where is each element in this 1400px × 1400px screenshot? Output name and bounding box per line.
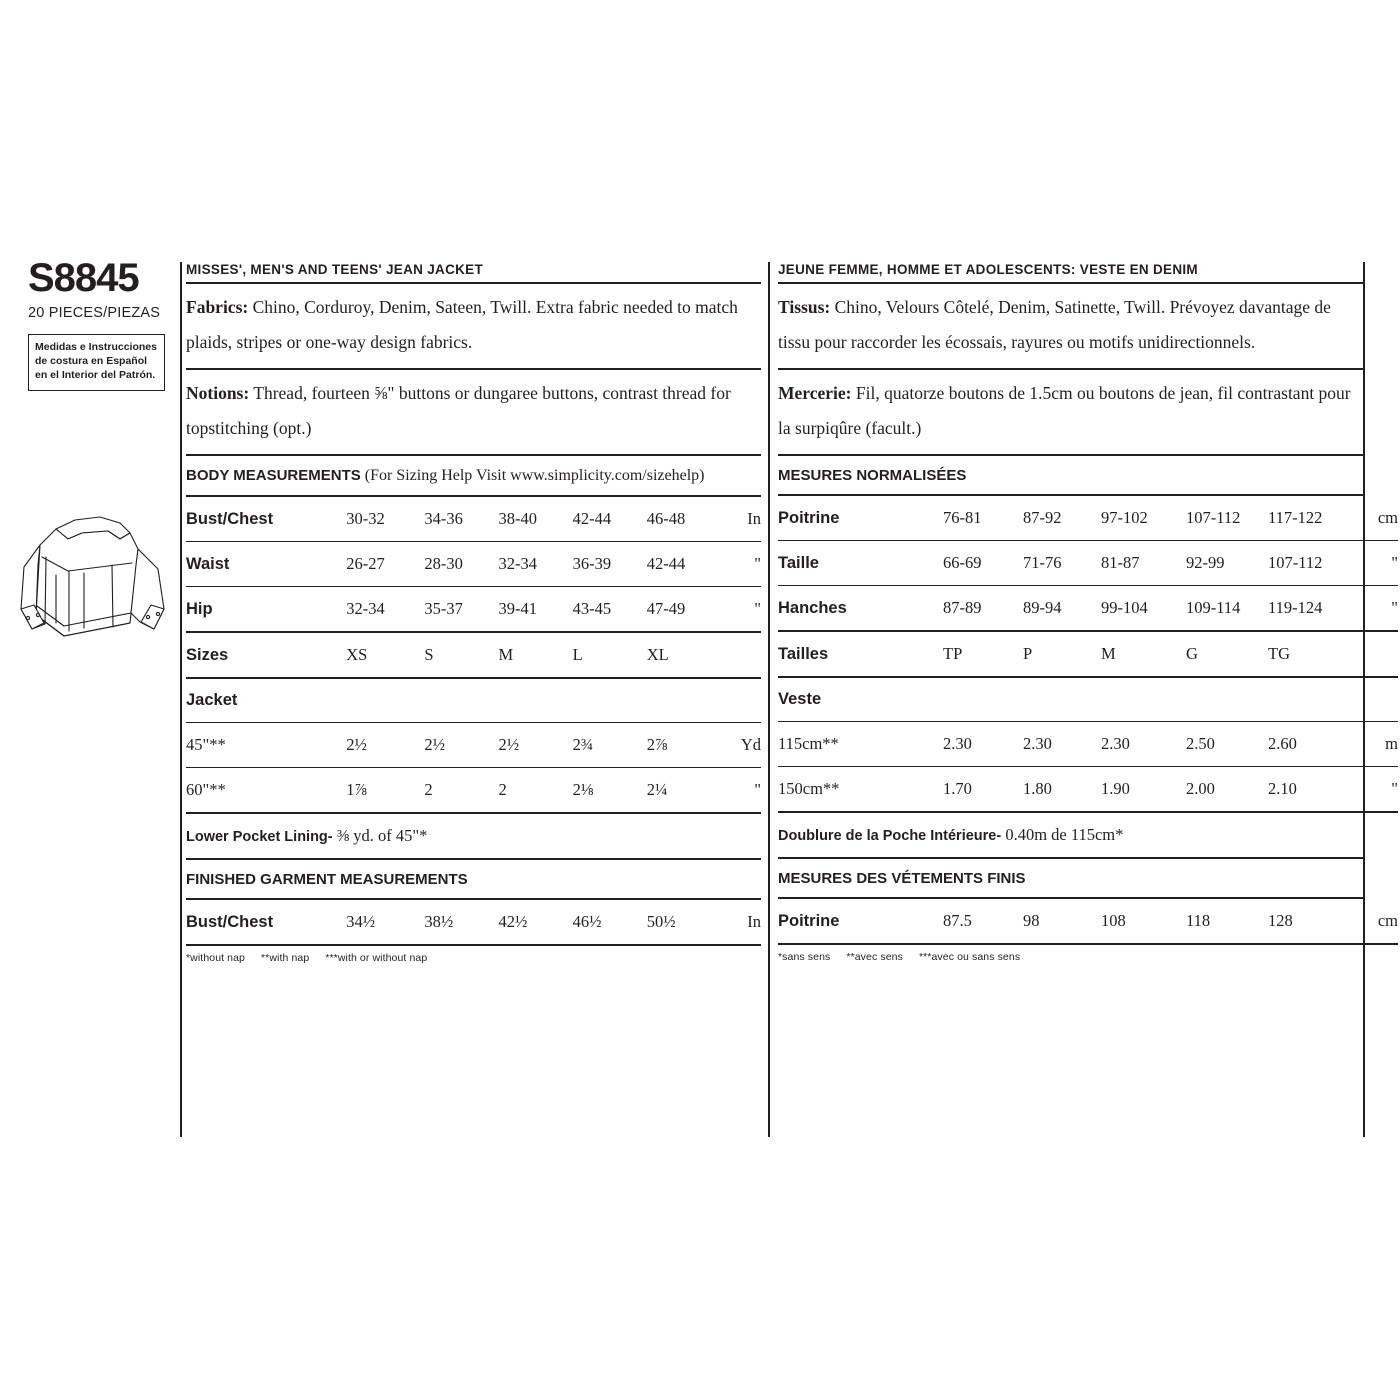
table-row [778, 722, 1398, 767]
french-body-measurements-header [778, 456, 1363, 496]
cell-value: 76-81 [943, 496, 1023, 541]
cell-value: 47-49 [647, 587, 721, 633]
spanish-instructions-text: Medidas e Instrucciones de costura en Español en el Interior del Patrón. [35, 341, 157, 381]
table-row [778, 631, 1398, 677]
cell-value: 50½ [647, 900, 721, 945]
table-row [186, 678, 761, 723]
cell-value: G [1186, 631, 1268, 677]
french-lining-value: 0.40m de 115cm* [1001, 825, 1124, 844]
cell-value: 34-36 [424, 497, 498, 542]
cell-value: 26-27 [346, 542, 424, 587]
divider-middle [768, 262, 770, 1137]
english-info-panel [186, 262, 761, 964]
row-unit [721, 632, 761, 678]
french-fabrics-row [778, 284, 1363, 370]
cell-value: 34½ [346, 900, 424, 945]
english-footnotes [186, 946, 761, 964]
row-label: 150cm** [778, 767, 943, 813]
english-body-measurements-heading: BODY MEASUREMENTS [186, 467, 361, 484]
cell-value: 46½ [573, 900, 647, 945]
row-label: Poitrine [778, 899, 943, 944]
french-finished-title: MESURES DES VÉTEMENTS FINIS [778, 870, 1026, 887]
english-notions-paragraph [186, 370, 761, 454]
english-finished-header [186, 860, 761, 900]
french-lining-row [778, 813, 1363, 859]
english-title-row [186, 262, 761, 284]
french-notions-row [778, 370, 1363, 456]
english-finished-table [186, 900, 761, 946]
cell-value: 42-44 [573, 497, 647, 542]
cell-value: 109-114 [1186, 586, 1268, 632]
cell-value: 2½ [424, 723, 498, 768]
english-fabrics-paragraph [186, 284, 761, 368]
cell-value: S [424, 632, 498, 678]
row-unit: " [721, 768, 761, 814]
english-body-measurements-title [186, 456, 761, 495]
cell-value: 71-76 [1023, 541, 1101, 586]
cell-value: 32-34 [346, 587, 424, 633]
english-notions-text: Thread, fourteen ⅝" buttons or dungaree buttons, contrast thread for topstitching (opt.) [186, 383, 731, 438]
table-row [186, 723, 761, 768]
english-finished-title: FINISHED GARMENT MEASUREMENTS [186, 871, 468, 888]
row-label: Hanches [778, 586, 943, 632]
english-body-measurements-header [186, 456, 761, 497]
english-fabrics-row [186, 284, 761, 370]
row-unit [1358, 631, 1398, 677]
table-row [186, 542, 761, 587]
cell-value: L [573, 632, 647, 678]
english-fabrics-text: Chino, Corduroy, Denim, Sateen, Twill. Extra fabric needed to match plaids, stripes or one-way design fabrics. [186, 297, 738, 352]
cell-value: 35-37 [424, 587, 498, 633]
footnote-sans-sens: *sans sens [778, 951, 831, 963]
table-row [186, 587, 761, 633]
table-row [778, 496, 1398, 541]
cell-value: 92-99 [1186, 541, 1268, 586]
english-fabrics-label: Fabrics: [186, 297, 249, 317]
cell-value: M [1101, 631, 1186, 677]
french-notions-paragraph [778, 370, 1363, 454]
table-row [186, 497, 761, 542]
cell-value: M [499, 632, 573, 678]
pattern-number: S8845 [28, 256, 139, 300]
cell-value: 43-45 [573, 587, 647, 633]
row-label: Taille [778, 541, 943, 586]
cell-value: 28-30 [424, 542, 498, 587]
cell-value: XS [346, 632, 424, 678]
footnote-with-or-without-nap: ***with or without nap [325, 952, 428, 964]
cell-value: 2.30 [943, 722, 1023, 767]
cell-value: 2½ [499, 723, 573, 768]
cell-value: 107-112 [1186, 496, 1268, 541]
cell-value: 2.00 [1186, 767, 1268, 813]
english-measurements-table [186, 497, 761, 814]
footnote-avec-sens: **avec sens [846, 951, 903, 963]
cell-value: 2⅞ [647, 723, 721, 768]
row-label: Hip [186, 587, 346, 633]
table-row [778, 899, 1398, 944]
french-lining-label: Doublure de la Poche Intérieure- [778, 828, 1002, 844]
cell-value: 1.80 [1023, 767, 1101, 813]
divider-left [180, 262, 182, 1137]
english-notions-row [186, 370, 761, 456]
footnote-avec-ou-sans-sens: ***avec ou sans sens [918, 951, 1021, 963]
cell-value: 108 [1101, 899, 1186, 944]
cell-value: XL [647, 632, 721, 678]
row-label: 60"** [186, 768, 346, 814]
french-notions-label: Mercerie: [778, 383, 852, 403]
footnote-with-nap: **with nap [261, 952, 310, 964]
cell-value: 97-102 [1101, 496, 1186, 541]
cell-value: TP [943, 631, 1023, 677]
row-unit: " [1358, 767, 1398, 813]
french-finished-header [778, 859, 1363, 899]
cell-value: 99-104 [1101, 586, 1186, 632]
cell-value: 2 [424, 768, 498, 814]
french-title-row [778, 262, 1363, 284]
row-label: Poitrine [778, 496, 943, 541]
row-unit: " [721, 587, 761, 633]
garment-label-spacer [943, 677, 1398, 722]
pattern-piece-count: 20 PIECES/PIEZAS [28, 305, 161, 321]
french-finished-table [778, 899, 1398, 945]
cell-value: 38½ [424, 900, 498, 945]
french-fabrics-paragraph [778, 284, 1363, 368]
english-lining-note [186, 814, 761, 858]
row-label: Sizes [186, 632, 346, 678]
cell-value: 117-122 [1268, 496, 1358, 541]
row-unit: cm [1358, 899, 1398, 944]
cell-value: 89-94 [1023, 586, 1101, 632]
cell-value: 2¾ [573, 723, 647, 768]
garment-label-spacer [346, 678, 761, 723]
cell-value: 42-44 [647, 542, 721, 587]
row-unit: " [1358, 541, 1398, 586]
cell-value: 32-34 [499, 542, 573, 587]
table-row [778, 586, 1398, 632]
cell-value: 42½ [499, 900, 573, 945]
table-row [186, 632, 761, 678]
row-label: 115cm** [778, 722, 943, 767]
french-pattern-title: JEUNE FEMME, HOMME ET ADOLESCENTS: VESTE EN DENIM [778, 262, 1198, 277]
cell-value: 66-69 [943, 541, 1023, 586]
cell-value: 46-48 [647, 497, 721, 542]
cell-value: 2.30 [1023, 722, 1101, 767]
cell-value: 81-87 [1101, 541, 1186, 586]
cell-value: 87.5 [943, 899, 1023, 944]
english-lining-row [186, 814, 761, 860]
row-unit: Yd [721, 723, 761, 768]
pattern-identity-block [28, 258, 178, 391]
french-fabrics-label: Tissus: [778, 297, 831, 317]
row-unit: In [721, 900, 761, 945]
footnote-without-nap: *without nap [186, 952, 245, 964]
table-row [186, 900, 761, 945]
table-row [778, 677, 1398, 722]
table-row [778, 541, 1398, 586]
english-lining-value: ⅜ yd. of 45"* [332, 826, 428, 845]
row-unit: m [1358, 722, 1398, 767]
french-fabrics-text: Chino, Velours Côtelé, Denim, Satinette, Twill. Prévoyez davantage de tissu pour raccorder les écossais, rayures ou motifs unidirectionnels. [778, 297, 1331, 352]
row-label: Bust/Chest [186, 900, 346, 945]
cell-value: 2.50 [1186, 722, 1268, 767]
cell-value: 2¼ [647, 768, 721, 814]
row-label: Tailles [778, 631, 943, 677]
garment-label: Veste [778, 677, 943, 722]
cell-value: 2.30 [1101, 722, 1186, 767]
french-notions-text: Fil, quatorze boutons de 1.5cm ou boutons de jean, fil contrastant pour la surpiqûre (facult.) [778, 383, 1351, 438]
english-notions-label: Notions: [186, 383, 250, 403]
french-info-panel [778, 262, 1398, 963]
french-body-measurements-title: MESURES NORMALISÉES [778, 467, 967, 484]
cell-value: 30-32 [346, 497, 424, 542]
cell-value: 107-112 [1268, 541, 1358, 586]
cell-value: 119-124 [1268, 586, 1358, 632]
cell-value: 87-92 [1023, 496, 1101, 541]
row-label: 45"** [186, 723, 346, 768]
french-footnotes [778, 945, 1363, 963]
english-sizing-help-note: (For Sizing Help Visit www.simplicity.com/sizehelp) [360, 467, 705, 484]
cell-value: P [1023, 631, 1101, 677]
row-unit: " [721, 542, 761, 587]
table-row [186, 768, 761, 814]
english-lining-label: Lower Pocket Lining- [186, 829, 333, 845]
jean-jacket-line-drawing [12, 505, 172, 670]
cell-value: 2 [499, 768, 573, 814]
cell-value: TG [1268, 631, 1358, 677]
french-lining-note [778, 813, 1363, 857]
row-label: Bust/Chest [186, 497, 346, 542]
garment-label: Jacket [186, 678, 346, 723]
cell-value: 1.70 [943, 767, 1023, 813]
cell-value: 38-40 [499, 497, 573, 542]
cell-value: 1⅞ [346, 768, 424, 814]
cell-value: 2⅛ [573, 768, 647, 814]
french-measurements-table [778, 496, 1398, 813]
spanish-instructions-box [28, 334, 165, 391]
row-unit: " [1358, 586, 1398, 632]
cell-value: 87-89 [943, 586, 1023, 632]
table-row [778, 767, 1398, 813]
row-unit: cm [1358, 496, 1398, 541]
row-unit: In [721, 497, 761, 542]
cell-value: 36-39 [573, 542, 647, 587]
cell-value: 2½ [346, 723, 424, 768]
cell-value: 1.90 [1101, 767, 1186, 813]
row-label: Waist [186, 542, 346, 587]
cell-value: 39-41 [499, 587, 573, 633]
cell-value: 2.60 [1268, 722, 1358, 767]
english-pattern-title: MISSES', MEN'S AND TEENS' JEAN JACKET [186, 262, 484, 277]
cell-value: 2.10 [1268, 767, 1358, 813]
cell-value: 118 [1186, 899, 1268, 944]
cell-value: 98 [1023, 899, 1101, 944]
cell-value: 128 [1268, 899, 1358, 944]
